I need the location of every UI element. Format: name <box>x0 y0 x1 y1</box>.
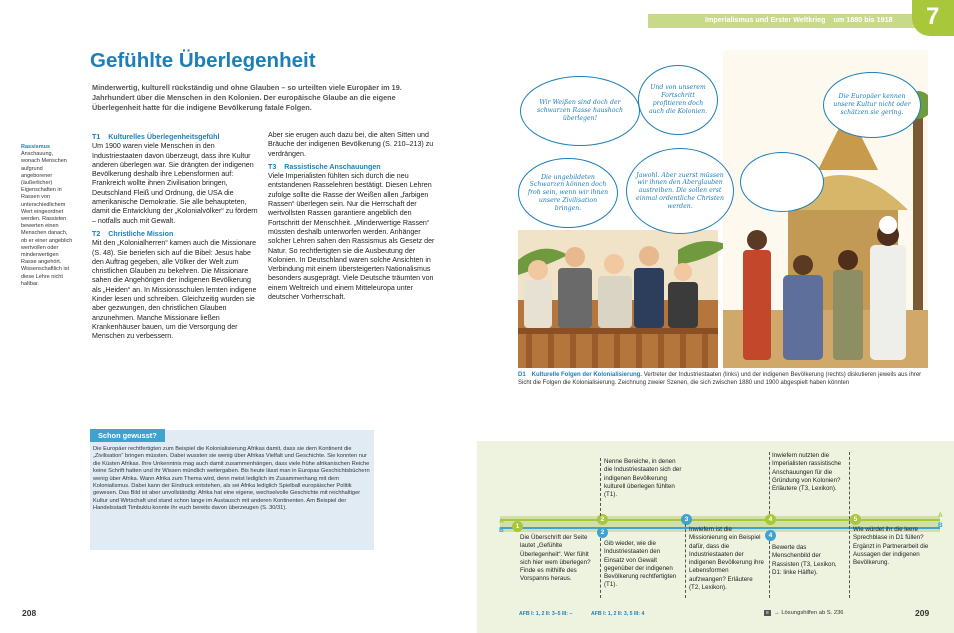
hint-text: → Lösungshilfen ab S. 236 <box>773 610 844 616</box>
task-connector <box>685 524 686 598</box>
speech-bubble-4: Jawohl. Aber zuerst müssen wir ihnen den Aberglauben austreiben. Die sollen erst einmal ordentliche Christen werden. <box>626 148 734 234</box>
task-node-4a: 4 <box>765 514 776 525</box>
section-title: Christliche Mission <box>108 229 174 238</box>
hint-icon: ≡ <box>766 610 769 616</box>
speech-bubble-empty <box>740 152 824 212</box>
section-code: T1 <box>92 133 101 141</box>
section-body-t1: Um 1900 waren viele Menschen in den Industriestaaten davon überzeugt, dass ihre Kultur anderen überlegen war. Sie drängten der indigenen Bevölkerung deshalb ihre Lebensformen auf: Frankreich wollte ihnen Zivilisation bringen, Deutschland Fleiß und Ordnung, die USA die amerikanische Demokratie. Sie alle behaupteten, damit die Entwicklung der „Kolonialvölker“ zu fördern – notfalls auch mit Gewalt. <box>92 142 258 225</box>
chapter-heading <box>705 15 893 24</box>
task-connector <box>600 538 601 598</box>
track-a-label-left: A <box>499 518 504 525</box>
task-1-text: Die Überschrift der Seite lautet „Gefühlte Überlegenheit“. Wer fühlt sich hier wem überlegen? Finde es mithilfe des Vorspanns heraus. <box>520 534 591 583</box>
text-column-b <box>268 131 436 306</box>
did-you-know-label: Schon gewusst? <box>90 429 165 442</box>
task-node-1: 1 <box>512 521 523 532</box>
task-node-5: 5 <box>850 514 861 525</box>
section-heading-t1 <box>92 133 260 142</box>
task-connector <box>600 458 601 516</box>
section-title: Rassistische Anschauungen <box>284 162 381 171</box>
glossary-term: Rassismus <box>21 144 51 150</box>
speech-bubble-1: Wir Weißen sind doch der schwarzen Rasse haushoch überlegen! <box>520 76 640 146</box>
task-3-text: Inwiefern ist die Missionierung ein Beispiel dafür, dass die Industriestaaten der indigenen Bevölkerung ihre Lebensformen aufzwangen? Erläutere (T2, Lexikon). <box>689 526 764 592</box>
section-title: Kulturelles Überlegenheitsgefühl <box>108 133 220 141</box>
page-title: Gefühlte Überlegenheit <box>90 49 316 72</box>
section-heading-t2 <box>92 230 260 239</box>
page-number-left: 208 <box>22 608 37 618</box>
glossary-box <box>21 144 73 288</box>
speech-bubble-3: Die ungebildeten Schwarzen können doch froh sein, wenn wir ihnen unsere Zivilisation bringen. <box>518 158 618 228</box>
section-body-t2: Mit den „Kolonialherren“ kamen auch die Missionare (S. 48). Sie beriefen sich auf die Bibel: Jesus habe den Auftrag gegeben, alle Völker der Welt zum christlichen Glauben zu bekehren. Die Missionare sahen die Angehörigen der indigenen Bevölkerung als „Heiden“ an. In Missionsschulen lernten indigene Kinder lesen und schreiben. Gleichzeitig wurden sie aber gezwungen, den christlichen Glauben anzunehmen. Manche Missionare ließen Krankenhäuser bauen, um die Versorgung der Menschen zu verbessern. <box>92 239 257 341</box>
task-4b-text: Bewerte das Menschenbild der Rassisten (T3, Lexikon, D1: linke Hälfte). <box>772 544 837 576</box>
illustration-d1 <box>518 50 928 368</box>
task-connector <box>769 452 770 514</box>
glossary-text: Anschauung, wonach Menschen aufgrund angeborener (äußerlicher) Eigenschaften in Rassen von unterschiedlichem Wert eingeordnet werden. Rassisten bewerten einen Menschen danach, ob er einer angeblich wertvollen oder minderwertigen Rasse angehört. Wissenschaftlich ist diese Lehre nicht haltbar. <box>21 151 73 287</box>
did-you-know-text: Die Europäer rechtfertigten zum Beispiel die Kolonialisierung Afrikas damit, dass sie dem Kontinent die „Zivilisation“ bringen müssten. Dabei wussten sie wenig über Afrikas Vielfalt und Geschichte. Sie konnten nur die Küsten Afrikas. Ihre Unkenntnis mag auch damit zusammenhängen, dass viele frühe afrikanischen Reiche keine Schrift hatten und ihr Wissen mündlich weitergaben. Bis heute lässt man in Europas Geschichtsbüchern wenig über Afrika. Wann Afrika zum Thema wird, denn meist lediglich im Zusammenhang mit dem Kolonialismus. Dabei kann der Eindruck entstehen, als sei Afrika lediglich Spielball europäischer Politik gewesen. Das Bild ist aber unvollständig: Afrika hat eine eigene, wechselvolle Geschichte mit reichhaltiger Kultur und Wirtschaft und stand schon lange im Austausch mit anderen Kontinenten. Am Beispiel der Handelsstadt Timbuktu konnte ihr euch bereits davon überzeugen (S. 30/31). <box>93 446 370 512</box>
track-a-label-right: A <box>938 512 943 519</box>
figure-caption <box>518 371 928 387</box>
task-node-4b: 4 <box>765 530 776 541</box>
task-2b-text: Gib wieder, wie die Industriestaaten den Einsatz von Gewalt gegenüber der indigenen Bevölkerung rechtfertigten (T1). <box>604 540 677 589</box>
chapter-number: 7 <box>926 3 940 30</box>
track-b-label-right: B <box>938 522 943 529</box>
task-5-text: Wie würdet ihr die leere Sprechblase in D1 füllen? Ergänzt in Partnerarbeit die Aussagen der indigenen Bevölkerung. <box>853 526 929 567</box>
lead-paragraph: Minderwertig, kulturell rückständig und ohne Glauben – so urteilten viele Europäer im 19. Jahrhundert über die Menschen in den Kolonien. Der europäische Glaube an die eigene Überlegenheit hatte für die indigene Bevölkerung fatale Folgen. <box>92 83 402 112</box>
caption-text: Vertreter der Industriestaaten (links) und der indigenen Bevölkerung (rechts) diskutieren jeweils aus ihrer Sicht die Folgen die Kolonialisierung. Zeichnung zweier Szenen, die sich zwischen 1880 und 1900 abgespielt haben könnten <box>518 372 922 386</box>
section-heading-t3 <box>268 163 436 172</box>
task-connector <box>849 452 850 598</box>
task-node-2b: 2 <box>597 527 608 538</box>
chapter-title: Imperialismus und Erster Weltkrieg <box>705 15 826 24</box>
page-number-right: 209 <box>915 608 930 618</box>
caption-title: Kulturelle Folgen der Kolonialisierung. <box>531 372 643 378</box>
task-4a-text: Inwiefern nutzten die Imperialisten rassistische Anschauungen für die Gründung von Kolonien? Erläutere (T3, Lexikon). <box>772 452 842 493</box>
section-code: T3 <box>268 162 277 171</box>
afb-track-b: AFB I: 1, 2 II: 3, 5 III: 4 <box>591 611 645 617</box>
section-code: T2 <box>92 229 101 238</box>
solution-hint <box>764 610 844 616</box>
text-column-a <box>92 131 260 346</box>
track-b-label-left: B <box>499 527 504 534</box>
afb-track-a: AFB I: 1, 2 II: 3–5 III: – <box>519 611 573 617</box>
task-2a-text: Nenne Bereiche, in denen die Industriestaaten sich der indigenen Bevölkerung kulturell überlegen fühlten (T1). <box>604 458 682 499</box>
speech-bubble-2: Und von unserem Fortschritt profitieren doch auch die Kolonien. <box>638 65 718 135</box>
section-body-t2-cont: Aber sie erugen auch dazu bei, die alten Sitten und Bräuche der indigenen Bevölkerung (S. 210–213) zu verdrängen. <box>268 131 434 158</box>
section-body-t3: Viele Imperialisten fühlten sich durch die neu entstandenen Rasselehren bestätigt. Diesen Lehren zufolge sollte die Rasse der Weißen allen „farbigen Rassen“ überlegen sein. Nur die Herrschaft der wertvollsten Rassen garantiere angeblich den Fortschritt der Menschheit. „Minderwertige Rassen“ müssten deshalb unterworfen werden. Anhänger solcher Lehren sahen den Rassismus als Gesetz der Natur. So rechtfertigten sie die Ausbeutung der Kolonien. In Deutschland waren solche Ansichten in Verbindung mit einem übersteigerten Nationalismus besonders ausgeprägt. Viele Deutsche träumten von einem Weltreich und einem Mitteleuropa unter deutscher Vorherrschaft. <box>268 172 435 302</box>
caption-label: D1 <box>518 372 526 378</box>
task-node-3: 3 <box>681 514 692 525</box>
task-connector <box>769 541 770 598</box>
chapter-range: um 1880 bis 1918 <box>833 15 893 24</box>
task-node-2a: 2 <box>597 514 608 525</box>
did-you-know-box <box>90 430 374 550</box>
speech-bubble-5: Die Europäer kennen unsere Kultur nicht oder schätzen sie gering. <box>823 72 921 138</box>
